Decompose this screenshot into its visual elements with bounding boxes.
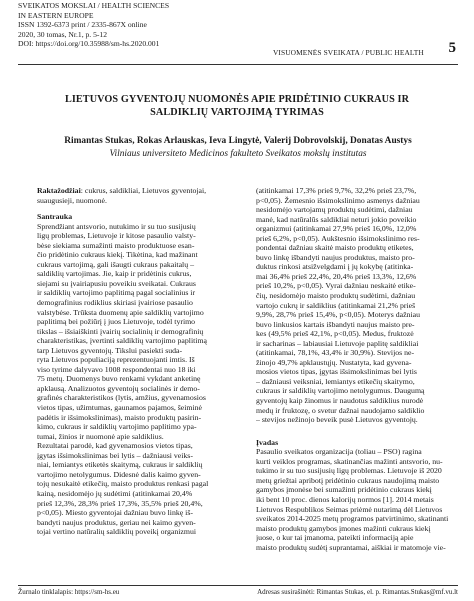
footer-divider [18,585,458,586]
text-line: ir saldiklių vartojimo paplitimą pagal socialinius ir [37,288,196,298]
page-number: 5 [448,40,456,56]
text-line: buvo linkę išbandyti naujus produktus, maisto pro- [256,252,415,262]
text-line: bandyti naujus produktus, geriau nei kaimo gyven- [37,517,196,527]
text-line: kainą, nesidomėjo jų sudėtimi (atitinkamai 20,4% [37,488,193,498]
article-title [30,94,444,119]
text-line: vietos tipas, užimtumas, gaunamos pajamos, šeiminė [37,403,203,413]
text-line: tojai vertino natūralių saldiklių poveikį organizmui [37,527,197,537]
text-line: tarp Lietuvos gyventojų. Tikslui pasiekti suda- [37,345,183,355]
abstract-heading: Santrauka [37,212,73,222]
text-line: grafinės charakteristikos (lytis, amžius, gyvenamosios [37,393,206,403]
text-line: saldiklių vartojimas. Jie, kaip ir pridėtinis cukrus, [37,269,192,279]
text-line: Sprendžiant antsvorio, nutukimo ir su tuo susijusių [37,221,196,231]
text-line: siejami su įvairiapusiu poveikiu sveikatai. Cukraus [37,278,196,288]
text-line: maisto produktų gamybos įmones mažinti cukraus kiekį [256,523,431,533]
text-line: tukimo ir su tuo susijusių ligų problemas. Lietuvoje iš 2020 [256,466,442,476]
introduction-body [256,447,458,552]
abstract-continuation [256,186,458,425]
text-line: vartojimo netolygumus. Didesnė dalis kaimo gyven- [37,469,201,479]
doi-line[interactable]: DOI: https://doi.org/10.35988/sm-hs.2020.001 [18,39,160,49]
text-line: mai 36,4% prieš 22,4%, 20,4% prieš 13,3%, 12,6% [256,271,417,281]
text-line: tumai, žinios ir nuomonė apie saldiklius. [37,431,164,441]
text-line: kimo, cukraus ir saldiklių vartojimo paplitimo ypa- [37,422,197,432]
journal-name-line: SVEIKATOS MOKSLAI / HEALTH SCIENCES [18,1,170,10]
journal-website[interactable]: Žurnalo tinklalapis: https://sm-hs.eu [18,588,120,596]
title-line: SALDIKLIŲ VARTOJIMĄ TYRIMAS [150,106,324,118]
text-line: buvo linkusios kartais išbandyti naujus maisto pre- [256,319,415,329]
text-line: cukraus vartojimą, gali išaugti cukraus pakaitalų – [37,259,194,269]
keywords [37,186,239,205]
text-line: įgytas išsimokslinimas bei lytis – dažniausi veiks- [37,450,193,460]
text-line: p<0,05). Miesto gyventojai dažniau buvo linkę iš- [37,508,193,518]
keywords-label: Raktažodžiai [37,186,81,195]
text-line: charakteristikas, įvertinti saldiklių vartojimo paplitimą [37,336,207,346]
text-line: manė, kad natūralūs saldikliai neturi jokio poveikio [256,214,417,224]
text-line: čio pridėtinio cukraus kiekį. Tikėtina, kad mažinant [37,250,198,260]
left-column [37,186,239,537]
text-line: prieš 12,3%, 28,3% prieš 17,3%, 35,5% prieš 20,4%, [37,498,203,508]
text-line: tikslas – išsiaiškinti įvairių socialinių ir demografinių [37,326,204,336]
text-line: sveikatos 2014-2025 metų programos patvirtinimo, skatinanti [256,514,449,524]
text-line: bėse siekiama sumažinti maisto produktuose esan- [37,240,195,250]
introduction-heading: Įvadas [256,437,279,447]
text-line: (atitinkamai 17,3% prieš 9,7%, 32,2% prieš 23,7%, [256,186,417,195]
text-line: tojų nesukaitė etikečių, maisto produktus renkasi pagal [37,479,209,489]
text-line: cukraus ir saldiklių vartojimo netolygumus. Daugumą [256,386,425,396]
text-line: paplitimą bei požiūrį į juos Lietuvoje, todėl tyrimo [37,317,196,327]
text-line: vartojo cukrų ir saldiklius (atitinkamai 21,2% prieš [256,300,416,310]
journal-info [18,1,169,49]
text-line: – dažniausi veiksniai, lemiantys etikečių skaitymo, [256,376,415,386]
text-line: medų ir fruktozę, o svetur dažnai naudojamo saldiklio [256,405,425,415]
text-line: Rezultatai parodė, kad gyvenamosios vietos tipas, [37,441,193,451]
text-line: iki bent 10 proc. dienos kalorijų normos [1]. 2014 metais [256,494,434,504]
text-line: organizmui (atitinkamai 27,9% prieš 16,0%, 12,0% [256,224,417,234]
text-line: metų griežtai apribotį pridėtinio cukraus naudojimą maisto [256,475,440,485]
text-line: (atitinkamai, 78,1%, 43,4% ir 30,9%). Stevijos ne- [256,348,415,358]
issn-line: ISSN 1392-6373 print / 2335-867X online [18,20,147,30]
text-line: kes (49,5% prieš 42,1%, p<0,05). Medus, fruktozė [256,329,414,339]
correspondence-address[interactable]: Adresas susirašinėti: Rimantas Stukas, el. p. Rimantas.Stukas@mf.vu.lt [257,588,458,596]
text-line: duktus rinkosi atsižvelgdami į jų kokybę (atitinka- [256,262,414,272]
text-line: padėtis ir išsimokslinimas), maisto produktų pasirin- [37,412,202,422]
text-line: gyventojų kaip žinomus ir naudotus saldiklius nurodė [256,396,424,406]
text-line: ryta Lietuvos populiaciją reprezentuojanti imtis. Iš [37,355,195,365]
text-line: pondentai dažniau skaitė maisto produktų etiketes, [256,243,414,253]
text-line: ir sacharinas – labiausiai Lietuvoje paplitę saldikliai [256,338,419,348]
right-column [256,186,458,552]
journal-header [18,0,458,65]
text-line: valstybėse. Trūksta duomenų apie saldiklių vartojimo [37,307,204,317]
keywords-text: suaugusieji, nuomonė. [37,195,107,205]
text-line: p<0,05). Žemesnio išsimokslinimo asmenys dažniau [256,195,420,205]
journal-name-line-2: IN EASTERN EUROPE [18,10,94,20]
text-line: – stevijos nežinojo beveik pusė Lietuvos gyventojų. [256,415,418,425]
text-line: čių, nesidomėjo maisto produktų sudėtimi, dažniau [256,291,416,301]
section-label: VISUOMENĖS SVEIKATA / PUBLIC HEALTH [273,48,424,57]
text-line: juose, o kur tai įmanoma, pateikti informaciją apie [256,533,414,543]
text-line: niai, lemiantys etiketės skaitymą, cukraus ir saldiklių [37,460,203,470]
text-line: demografinius rodiklius skiriasi įvairiose pasaulio [37,298,193,308]
text-line: mosios vietos tipas, įgytas išsimokslinimas bei lytis [256,367,417,377]
text-line: prieš 6,2%, p<0,05). Aukštesnio išsimokslinimo res- [256,233,420,243]
text-line: viso tyrime dalyvavo 1008 respondentai nuo 18 iki [37,364,196,374]
text-line: Pasaulio sveikatos organizacija (toliau – PSO) ragina [256,447,422,457]
text-line: nesidomėjo vartojamų produktų sudėtimi, dažniau [256,205,413,215]
text-line: gamybos įmonėse bei sumažinti pridėtinio cukraus kiekį [256,485,432,495]
text-line: kurti veiklos programas, skatinančias mažinti antsvorio, nu- [256,456,443,466]
text-line: ligų problemas, Lietuvoje ir kitose pasaulio valsty- [37,231,196,241]
text-line: apklausą. Analizuotos gyventojų socialinės ir demo- [37,383,200,393]
text-line: 9,9%, 28,7% prieš 15,4%, p<0,05). Moterys dažniau [256,310,420,320]
volume-line: 2020, 30 tomas, Nr.1, p. 5-12 [18,29,108,39]
affiliation: Vilniaus universiteto Medicinos fakulteto Sveikatos mokslų institutas [109,149,367,159]
author-list: Rimantas Stukas, Rokas Arlauskas, Ieva Lingytė, Valerij Dobrovolskij, Donatas Austys [64,136,412,146]
text-line: Lietuvos Respublikos Seimas priėmė nutarimą dėl Lietuvos [256,504,443,514]
keywords-text: : cukrus, saldikliai, Lietuvos gyventojai, [80,186,207,195]
abstract-body [37,222,239,537]
title-line: LIETUVOS GYVENTOJŲ NUOMONĖS APIE PRIDĖTINIO CUKRAUS IR [64,94,410,105]
text-line: prieš 10,2%, p<0,05). Vyrai dažniau neskaitė etike- [256,281,416,291]
text-line: maisto produktų sudėtį suprantamai, aiškiai ir matomoje vie- [256,542,446,552]
text-line: žinojo 49,7% apklaustųjų. Nustatyta, kad gyvena- [256,357,412,367]
text-line: 75 metų. Duomenys buvo renkami vykdant anketinę [37,374,201,384]
